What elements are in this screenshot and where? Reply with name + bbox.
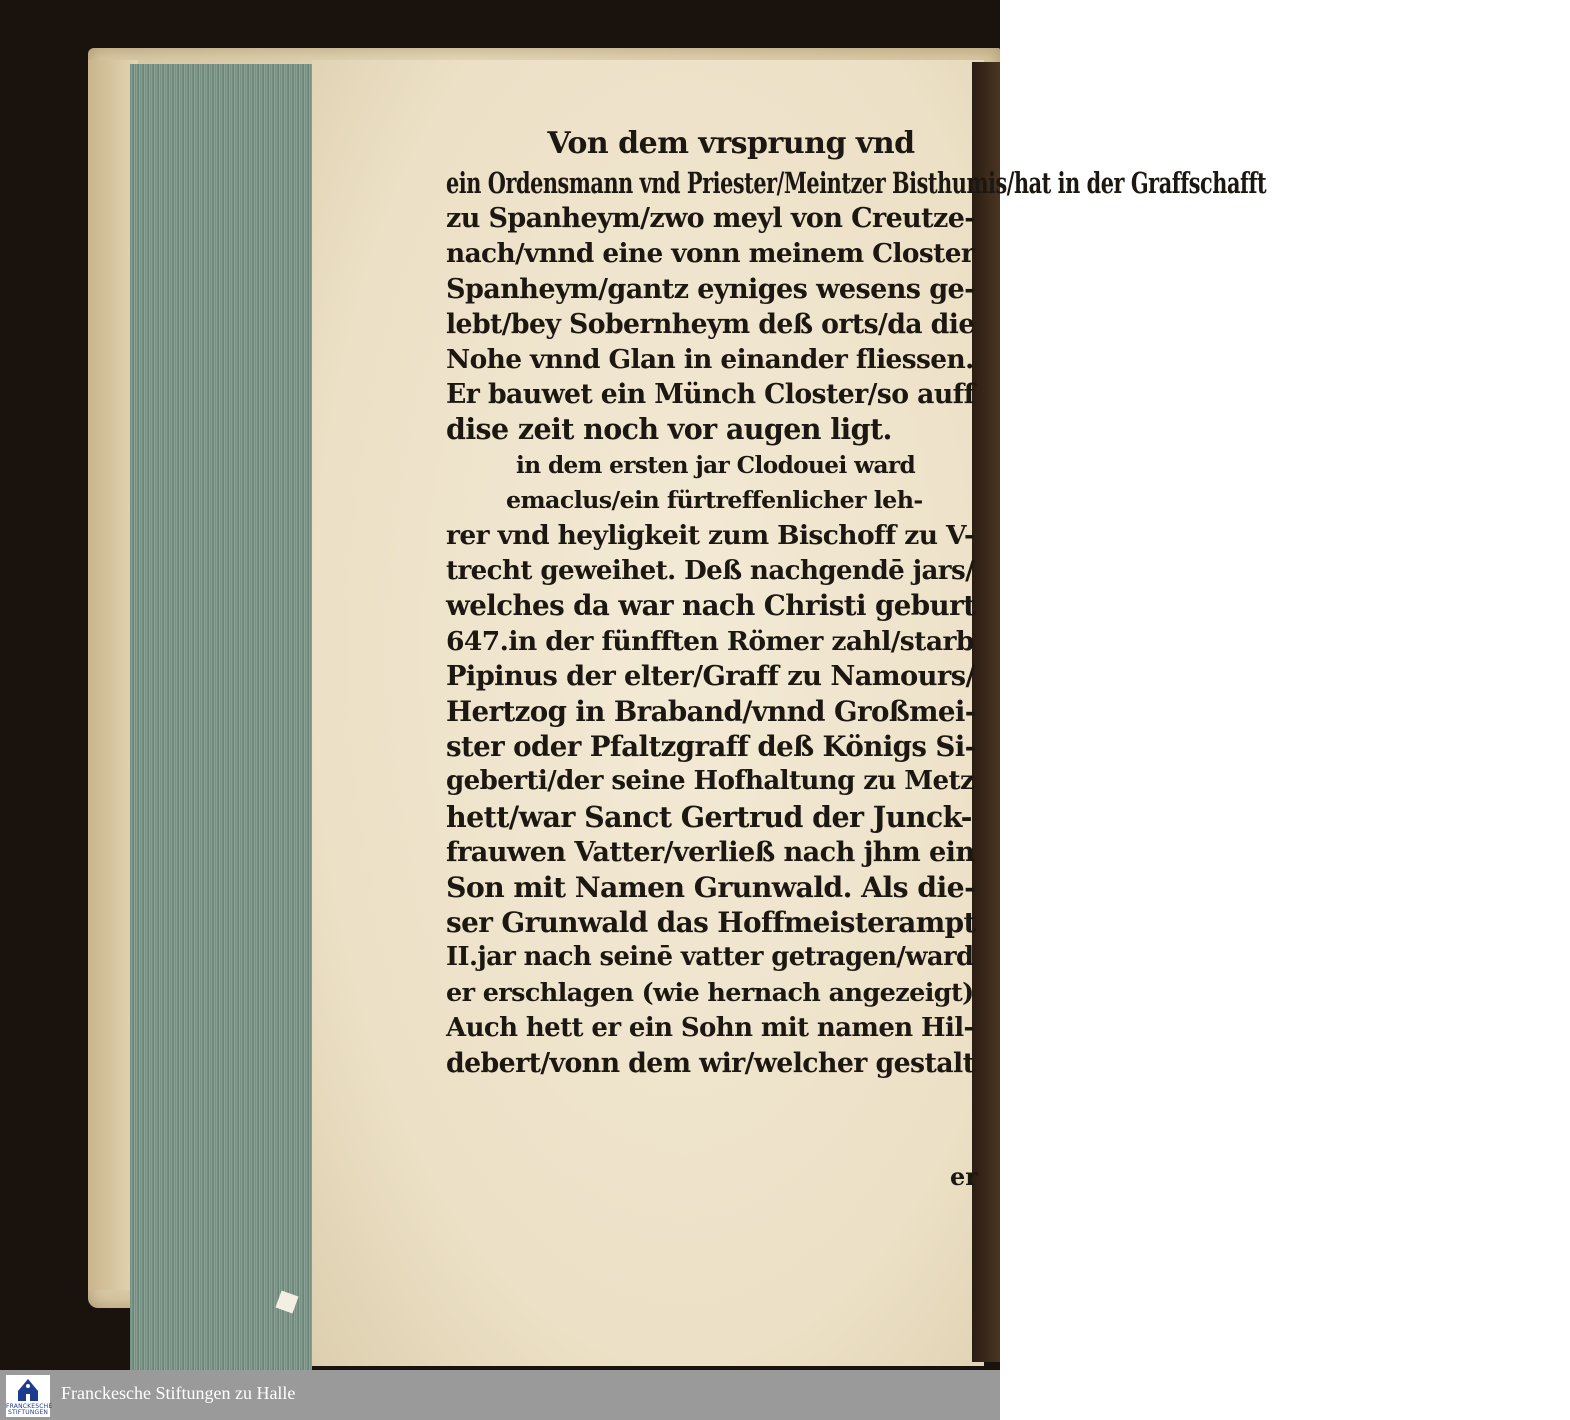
footer-label: Franckesche Stiftungen zu Halle [61, 1383, 296, 1403]
text-line: zu Spanheym/zwo meyl von Creutze- [446, 203, 975, 235]
text-line: Nohe vnnd Glan in einander fliessen. [446, 344, 974, 376]
text-line: hett/war Sanct Gertrud der Junck- [446, 799, 972, 834]
logo-caption: FRANCKESCHE STIFTUNGEN [6, 1403, 53, 1416]
text-line: 647.in der fünfften Römer zahl/starb [446, 625, 974, 657]
running-head: Von dem vrsprung vnd [547, 126, 915, 161]
text-line: Spanheym/gantz eyniges wesens ge- [446, 273, 975, 305]
text-line: ster oder Pfaltzgraff deß Königs Si- [446, 730, 976, 764]
catchword: er [950, 1162, 978, 1191]
foundation-emblem-icon [15, 1377, 41, 1403]
text-line: emaclus/ein fürtreffenlicher leh- [506, 485, 923, 514]
text-line: ser Grunwald das Hoffmeisterampt [446, 906, 976, 940]
text-line: Auch hett er ein Sohn mit namen Hil- [446, 1012, 974, 1043]
text-line: dise zeit noch vor augen ligt. [446, 412, 892, 447]
text-line: trecht geweihet. Deß nachgendē jars/ [446, 555, 975, 587]
text-line: Er bauwet ein Münch Closter/so auff [446, 379, 975, 411]
text-line: II.jar nach seinē vatter getragen/ward [446, 942, 974, 973]
text-line: ein Ordensmann vnd Priester/Meintzer Bisthumis/hat in der Graffschafft [446, 166, 1267, 200]
page-edges [130, 64, 312, 1370]
text-line: Pipinus der elter/Graff zu Namours/ [446, 659, 975, 692]
text-line: lebt/bey Sobernheym deß orts/da die [446, 308, 975, 340]
text-line: rer vnd heyligkeit zum Bischoff zu V- [446, 520, 975, 552]
text-line: frauwen Vatter/verließ nach jhm ein [446, 835, 975, 868]
text-line: Son mit Namen Grunwald. Als die- [446, 870, 976, 905]
text-line: debert/vonn dem wir/welcher gestalt [446, 1048, 975, 1080]
page-text [446, 122, 1267, 1081]
text-line: in dem ersten jar Clodouei ward [516, 451, 916, 479]
text-line: nach/vnnd eine vonn meinem Closter [446, 238, 975, 270]
text-line: er erschlagen (wie hernach angezeigt) [446, 977, 974, 1008]
text-line: welches da war nach Christi geburt [446, 589, 976, 623]
text-line: geberti/der seine Hofhaltung zu Metz [446, 766, 975, 797]
text-line: Hertzog in Braband/vnnd Großmei- [446, 695, 976, 729]
